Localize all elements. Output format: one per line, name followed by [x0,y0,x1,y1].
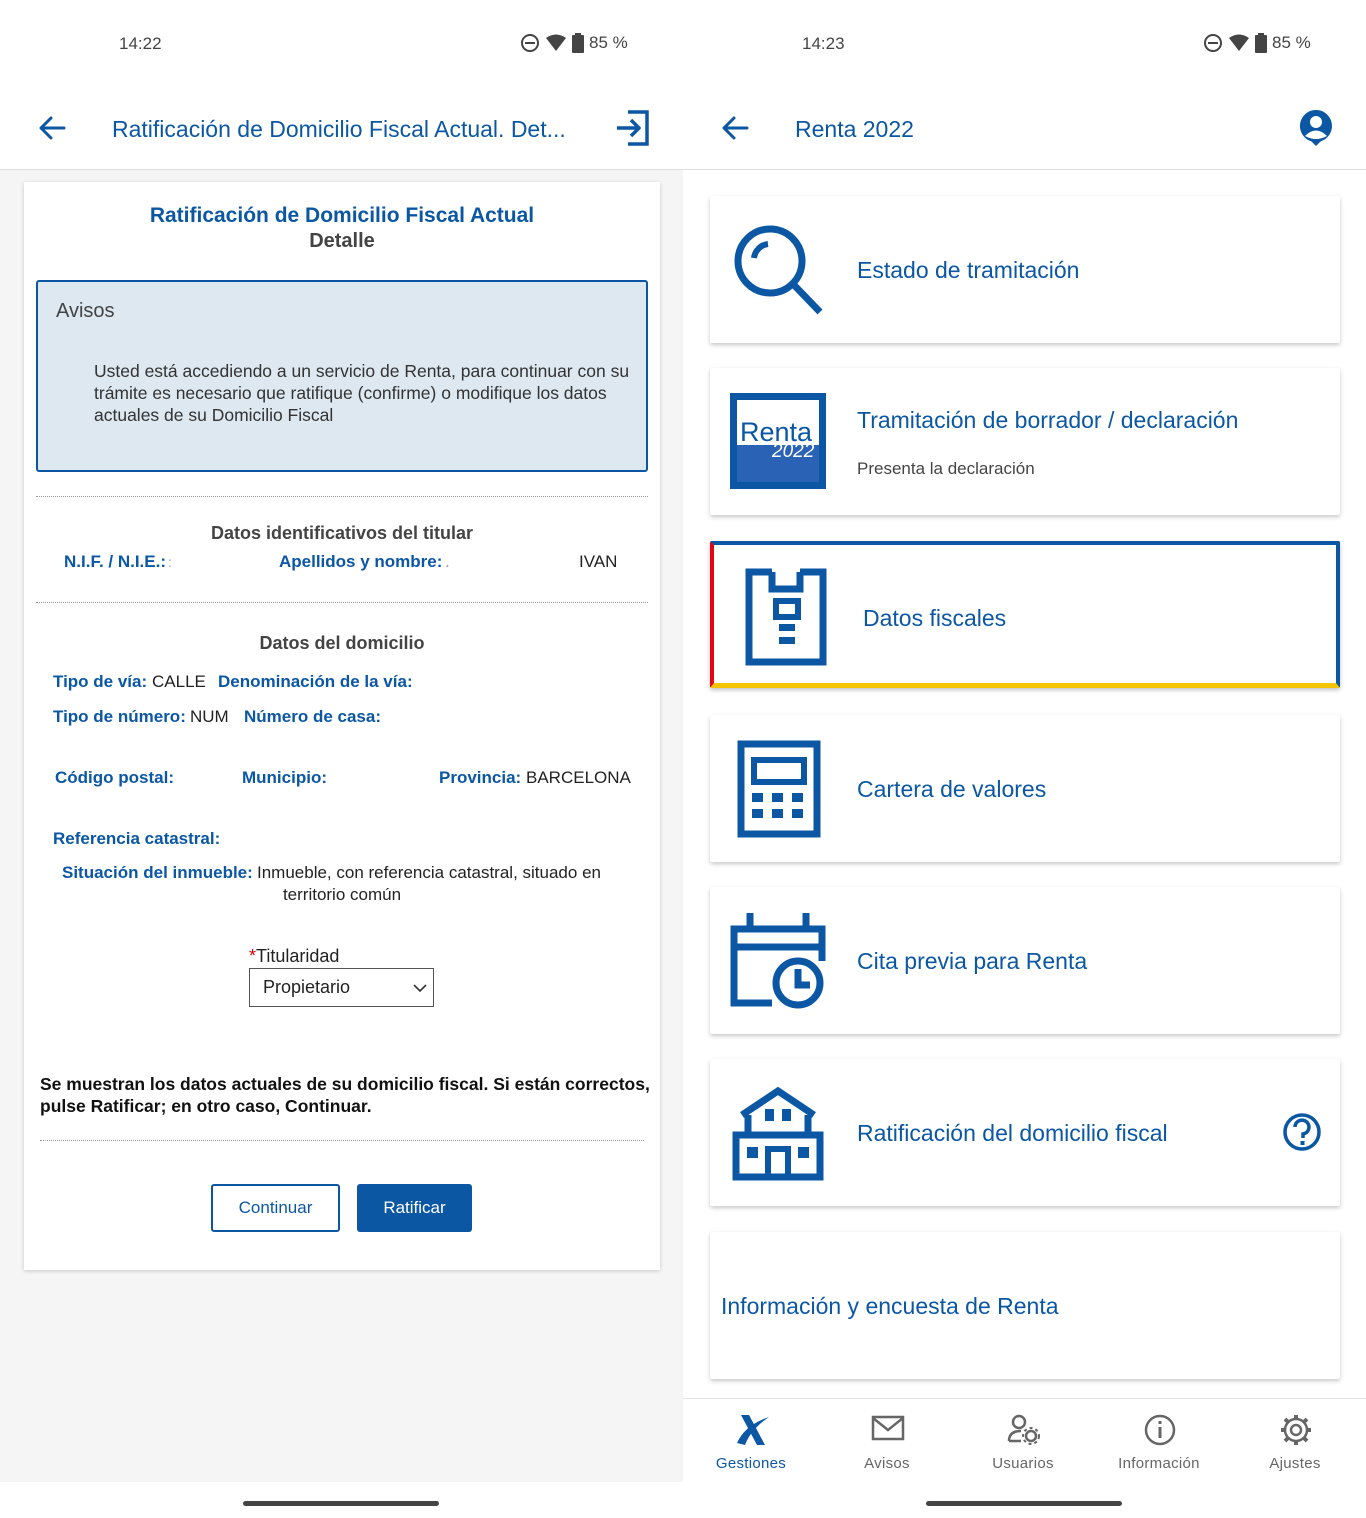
tile-label: Datos fiscales [863,605,1007,631]
card-subtitle: Detalle [309,230,375,252]
situacion-value: Inmueble, con referencia catastral, situado en [257,863,601,882]
battery-level: 85 % [1272,33,1311,52]
tile-tramitacion-borrador[interactable] [710,368,1340,515]
tile-datos-fiscales[interactable] [710,541,1340,688]
ratificar-button[interactable]: Ratificar [357,1184,472,1232]
page-title: Renta 2022 [795,116,914,142]
logo-text: Renta [740,417,813,447]
provincia-label: Provincia: [439,768,522,787]
tile-label: Cartera de valores [857,776,1047,802]
numero-casa-label: Número de casa: [244,707,381,726]
do-not-disturb-icon [520,33,540,53]
status-bar [0,0,683,88]
nav-label: Usuarios [992,1455,1054,1472]
user-profile-icon[interactable] [1298,108,1334,148]
tipo-numero-value: NUM [190,707,229,726]
situacion-label: Situación del inmueble: [62,863,253,882]
wifi-icon [545,34,567,52]
divider [36,496,648,497]
calendar-clock-icon [728,911,828,1011]
avisos-text: Usted está accediendo a un servicio de Renta, para continuar con su trámite es necesario que ratifique (confirme) o modifique los datos actuales de su Domicilio Fiscal [94,361,630,425]
wifi-icon [1228,34,1250,52]
logout-icon[interactable] [614,109,652,147]
nav-label: Información [1118,1455,1200,1472]
battery-icon [1255,33,1267,53]
users-settings-icon [1007,1413,1041,1445]
gesture-handle[interactable] [243,1501,439,1506]
nav-label: Avisos [864,1455,910,1472]
situacion-value-2: territorio común [282,885,402,904]
app-bar [683,88,1366,170]
nombre-value: . [445,552,450,571]
nav-gestiones[interactable] [683,1399,819,1483]
building-icon [732,1085,824,1181]
chevron-down-icon [413,983,427,993]
titularidad-label [249,946,339,967]
divider [36,602,648,603]
card-title: Ratificación de Domicilio Fiscal Actual [149,204,535,227]
nombre-name: IVAN [579,552,618,571]
nav-informacion[interactable] [1091,1399,1227,1483]
domicilio-heading: Datos del domicilio [259,633,425,653]
nombre-label: Apellidos y nombre: [279,552,443,571]
nif-value: : [168,554,172,570]
nav-avisos[interactable] [819,1399,955,1483]
continuar-button[interactable]: Continuar [211,1184,340,1232]
status-icons [1203,33,1311,53]
catastral-label: Referencia catastral: [53,829,221,848]
tile-estado-tramitacion[interactable] [710,196,1340,343]
battery-level: 85 % [589,33,628,52]
status-time: 14:23 [802,34,845,53]
tile-label: Cita previa para Renta [857,948,1088,974]
tipo-numero-label: Tipo de número: [53,707,186,726]
tile-label: Información y encuesta de Renta [721,1293,1059,1319]
avisos-heading: Avisos [56,300,115,322]
tipo-via-label: Tipo de vía: [53,672,148,691]
logo-year: 2022 [772,441,815,462]
do-not-disturb-icon [1203,33,1223,53]
agencia-tributaria-icon [735,1413,771,1447]
status-bar [683,0,1366,88]
tile-label: Estado de tramitación [857,257,1080,283]
renta-2022-logo [730,393,826,489]
titularidad-label-text: Titularidad [256,946,340,966]
divider [40,1140,644,1141]
nav-label: Gestiones [715,1455,787,1472]
provincia-value: BARCELONA [526,768,631,787]
tile-sublabel: Presenta la declaración [857,459,1035,478]
tile-label: Tramitación de borrador / declaración [857,407,1239,433]
status-icons [520,33,628,53]
tile-cartera-valores[interactable] [710,715,1340,862]
gesture-bar-area [683,1482,1366,1518]
bottom-navigation [683,1398,1366,1482]
mail-icon [871,1413,905,1443]
gear-icon [1279,1413,1313,1447]
tile-ratificacion-domicilio[interactable] [710,1059,1340,1206]
battery-icon [572,33,584,53]
fiscal-data-icon [744,567,830,667]
app-bar [0,88,683,170]
codigo-postal-label: Código postal: [55,768,174,787]
info-icon [1143,1413,1177,1447]
nav-usuarios[interactable] [955,1399,1091,1483]
page-title: Ratificación de Domicilio Fiscal Actual. Det... [112,116,566,142]
nav-label: Ajustes [1269,1455,1321,1472]
nav-ajustes[interactable] [1227,1399,1363,1483]
avisos-panel [36,280,648,472]
titularidad-selected: Propietario [263,977,351,997]
back-arrow-icon[interactable] [36,112,68,144]
info-note: Se muestran los datos actuales de su domicilio fiscal. Si están correctos, pulse Ratificar; en otro caso, Continuar. [40,1074,650,1116]
help-circle-icon[interactable] [1282,1112,1322,1152]
titular-heading: Datos identificativos del titular [210,523,474,543]
status-time: 14:22 [119,34,162,53]
denominacion-label: Denominación de la vía: [218,672,413,691]
detail-card [24,182,660,1270]
required-mark: * [249,946,257,966]
titularidad-select[interactable] [249,968,434,1007]
tipo-via-value: CALLE [152,672,206,691]
calculator-icon [736,739,824,839]
gesture-bar-area [0,1482,683,1518]
search-icon [732,224,828,316]
municipio-label: Municipio: [242,768,327,787]
tile-informacion-encuesta[interactable] [710,1232,1340,1379]
tile-cita-previa[interactable] [710,887,1340,1034]
nif-label: N.I.F. / N.I.E.: [64,552,167,571]
tile-label: Ratificación del domicilio fiscal [857,1120,1168,1146]
gesture-handle[interactable] [926,1501,1122,1506]
back-arrow-icon[interactable] [719,112,751,144]
